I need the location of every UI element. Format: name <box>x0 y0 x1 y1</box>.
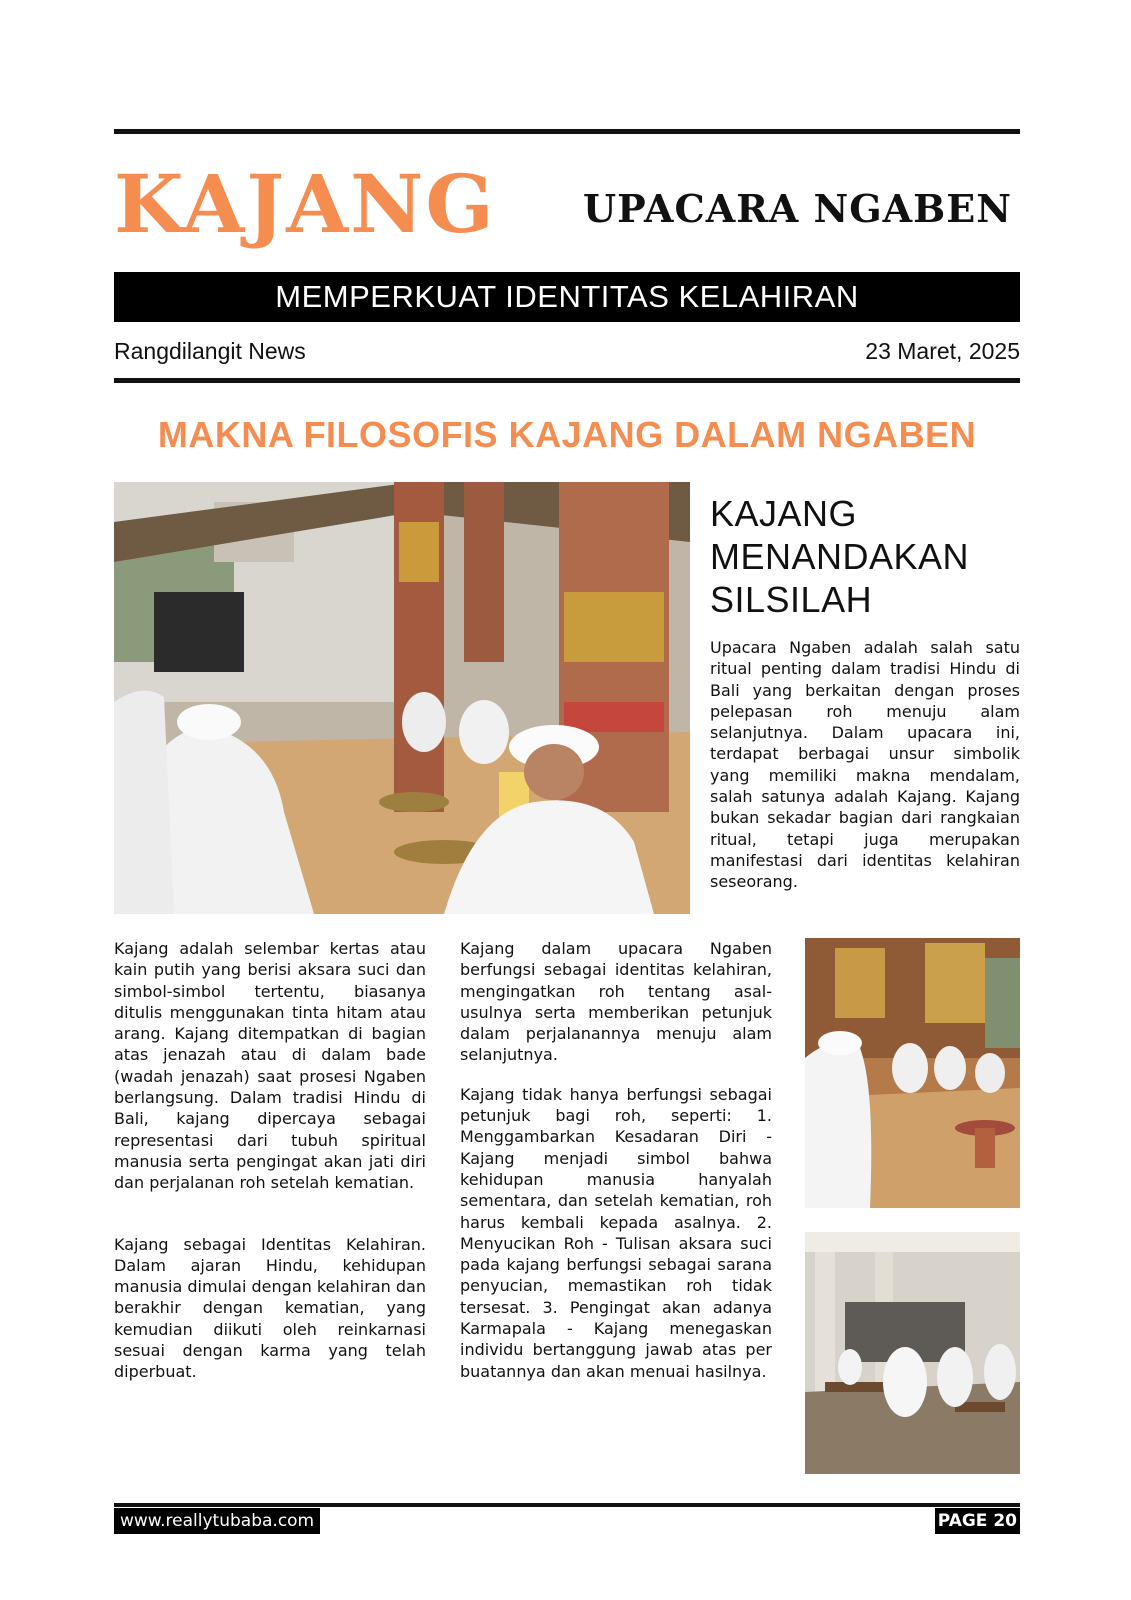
top-rule <box>114 129 1020 134</box>
intro-paragraph <box>710 637 1020 893</box>
subtitle-bar: MEMPERKUAT IDENTITAS KELAHIRAN <box>114 272 1020 322</box>
brand-title: KAJANG <box>114 157 496 251</box>
page-number: PAGE 20 <box>935 1508 1020 1534</box>
footer-website-link[interactable]: www.reallytubaba.com <box>114 1508 320 1534</box>
right-photo-top <box>805 938 1020 1208</box>
middle-paragraph-2: Kajang tidak hanya berfungsi sebagai petunjuk bagi roh, seperti: 1. Menggambarkan Kesadaran Diri - Kajang menjadi simbol bahwa kehidupan manusia hanyalah sementara, dan setelah kematian, roh harus kembali kepada asalnya. 2. Menyucikan Roh - Tulisan aksara suci pada kajang berfungsi sebagai sarana penyucian, memastikan roh tidak tersesat. 3. Pengingat akan adanya Karmapala - Kajang menegaskan individu bertanggung jawab atas per buatannya dan akan menuai hasilnya. <box>460 1084 772 1381</box>
left-paragraph-2: Kajang sebagai Identitas Kelahiran. Dalam ajaran Hindu, kehidupan manusia dimulai dengan kelahiran dan berakhir dengan kematian, yang kemudian diikuti oleh reinkarnasi sesuai dengan karma yang telah diperbuat. <box>114 1234 426 1382</box>
masthead <box>114 157 1020 260</box>
intro-text: Upacara Ngaben adalah salah satu ritual penting dalam tradisi Hindu di Bali yang berkaitan dengan proses pelepasan roh menuju alam selanjutnya. Dalam upacara ini, terdapat berbagai unsur simbolik yang memiliki makna mendalam, salah satunya adalah Kajang. Kajang bukan sekadar bagian dari rangkaian ritual, tetapi juga merupakan manifestasi dari identitas kelahiran seseorang. <box>710 638 1020 892</box>
publish-date: 23 Maret, 2025 <box>865 338 1020 364</box>
side-article-title: KAJANG MENANDAKAN SILSILAH <box>710 493 970 620</box>
section-heading: MAKNA FILOSOFIS KAJANG DALAM NGABEN <box>157 414 977 455</box>
right-photo-bottom <box>805 1232 1020 1474</box>
column-middle <box>460 938 772 1382</box>
column-left <box>114 938 426 1383</box>
left-paragraph-1: Kajang adalah selembar kertas atau kain putih yang berisi aksara suci dan simbol-simbol tertentu, biasanya ditulis menggunakan tinta hitam atau arang. Kajang ditempatkan di bagian atas jenazah atau di dalam bade (wadah jenazah) saat prosesi Ngaben berlangsung. Dalam tradisi Hindu di Bali, kajang dipercaya sebagai representasi dari tubuh spiritual manusia serta pengingat akan jati diri dan perjalanan roh setelah kematian. <box>114 939 426 1193</box>
main-ceremony-photo <box>114 482 690 914</box>
middle-paragraph-1: Kajang dalam upacara Ngaben berfungsi sebagai identitas kelahiran, mengingatkan roh tentang asal-usulnya serta memberikan petunjuk dalam perjalanannya menuju alam selanjutnya. <box>460 939 772 1065</box>
header-bottom-rule <box>114 378 1020 383</box>
headline: UPACARA NGABEN <box>583 186 1012 231</box>
news-source: Rangdilangit News <box>114 338 306 364</box>
footer-rule <box>114 1503 1020 1507</box>
